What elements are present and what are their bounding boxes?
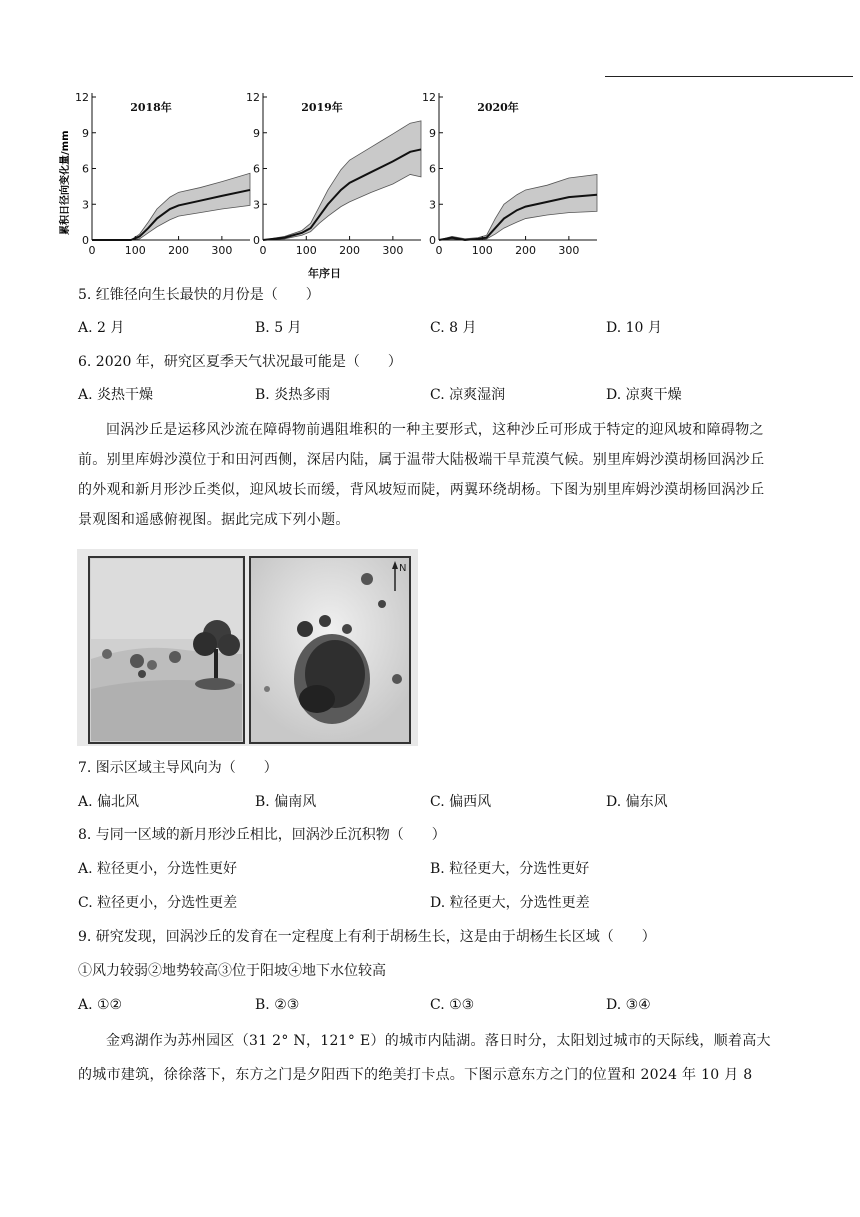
y-tick-label-1: 12	[75, 91, 89, 104]
q5-option-d[interactable]: D. 10 月	[606, 320, 662, 336]
x-tick-label-2: 200	[339, 244, 361, 257]
q7-option-c[interactable]: C. 偏西风	[430, 794, 492, 810]
confidence-band-1	[92, 173, 250, 240]
y-tick-label-3: 9	[429, 126, 436, 140]
q8-option-a[interactable]: A. 粒径更小，分选性更好	[78, 861, 238, 877]
q8-option-b[interactable]: B. 粒径更大，分选性更好	[430, 861, 590, 877]
x-tick-label-2: 300	[382, 244, 404, 257]
q7-option-b[interactable]: B. 偏南风	[255, 794, 317, 810]
dune-figure	[77, 549, 418, 746]
panel-title-3: 2020年	[477, 101, 519, 114]
y-tick-label-3: 12	[422, 91, 436, 104]
x-tick-label-3: 100	[471, 244, 493, 257]
x-tick-label-1: 100	[124, 244, 146, 257]
confidence-band-3	[439, 174, 597, 240]
q6-option-b[interactable]: B. 炎热多雨	[255, 387, 331, 403]
header-rule	[605, 76, 853, 77]
confidence-band-2	[263, 121, 421, 240]
radial-growth-charts	[55, 85, 605, 285]
question-5: 5. 红锥径向生长最快的月份是（ ）	[78, 287, 320, 303]
y-tick-label-2: 3	[253, 198, 260, 212]
q9-option-a[interactable]: A. ①②	[78, 997, 123, 1013]
satellite-photo	[250, 557, 410, 743]
y-tick-label-1: 3	[82, 198, 89, 212]
landscape-photo	[89, 557, 244, 743]
y-tick-label-3: 3	[429, 198, 436, 212]
q9-option-d[interactable]: D. ③④	[606, 997, 651, 1013]
north-arrow-label: N	[399, 563, 407, 574]
question-6: 6. 2020 年，研究区夏季天气状况最可能是（ ）	[78, 354, 402, 370]
x-tick-label-1: 0	[88, 244, 96, 257]
x-tick-label-3: 0	[435, 244, 443, 257]
q5-option-a[interactable]: A. 2 月	[78, 320, 125, 336]
y-tick-label-2: 9	[253, 126, 260, 140]
y-tick-label-1: 9	[82, 126, 89, 140]
panel-title-1: 2018年	[130, 101, 172, 114]
q6-option-c[interactable]: C. 凉爽湿润	[430, 387, 506, 403]
question-7: 7. 图示区域主导风向为（ ）	[78, 760, 278, 776]
q8-option-d[interactable]: D. 粒径更大，分选性更差	[430, 895, 590, 911]
passage-jinji-lake: 金鸡湖作为苏州园区（31 2° N，121° E）的城市内陆湖。落日时分，太阳划过城市的天际线，顺着高大的城市建筑，徐徐落下，东方之门是夕阳西下的绝美打卡点。下图示意东方之门的位置和 2024 年 10 月 8	[78, 1033, 771, 1083]
q9-option-c[interactable]: C. ①③	[430, 997, 475, 1013]
q7-option-a[interactable]: A. 偏北风	[78, 794, 140, 810]
q9-statements: ①风力较弱②地势较高③位于阳坡④地下水位较高	[78, 963, 386, 979]
y-tick-label-1: 6	[82, 162, 89, 176]
y-tick-label-2: 0	[253, 234, 260, 247]
y-tick-label-3: 6	[429, 162, 436, 176]
question-8: 8. 与同一区域的新月形沙丘相比，回涡沙丘沉积物（ ）	[78, 827, 446, 843]
q9-option-b[interactable]: B. ②③	[255, 997, 300, 1013]
x-tick-label-3: 200	[515, 244, 537, 257]
y-axis-label: 累积日径向变化量/mm	[60, 130, 71, 235]
q6-option-a[interactable]: A. 炎热干燥	[78, 387, 154, 403]
y-tick-label-2: 12	[246, 91, 260, 104]
x-axis-label: 年序日	[308, 267, 341, 280]
x-tick-label-3: 300	[558, 244, 580, 257]
panel-title-2: 2019年	[301, 101, 343, 114]
q7-option-d[interactable]: D. 偏东风	[606, 794, 668, 810]
y-tick-label-1: 0	[82, 234, 89, 247]
y-tick-label-2: 6	[253, 162, 260, 176]
q8-option-c[interactable]: C. 粒径更小，分选性更差	[78, 895, 238, 911]
q5-option-c[interactable]: C. 8 月	[430, 320, 477, 336]
passage-dunes: 回涡沙丘是运移风沙流在障碍物前遇阻堆积的一种主要形式，这种沙丘可形成于特定的迎风坡和障碍物之前。别里库姆沙漠位于和田河西侧，深居内陆，属于温带大陆极端干旱荒漠气候。别里库姆沙漠胡杨回涡沙丘的外观和新月形沙丘类似，迎风坡长而缓，背风坡短而陡，两翼环绕胡杨。下图为别里库姆沙漠胡杨回涡沙丘景观图和遥感俯视图。据此完成下列小题。	[78, 422, 765, 528]
question-9: 9. 研究发现，回涡沙丘的发育在一定程度上有利于胡杨生长，这是由于胡杨生长区域（ ）	[78, 929, 656, 945]
x-tick-label-1: 200	[168, 244, 190, 257]
q5-option-b[interactable]: B. 5 月	[255, 320, 302, 336]
x-tick-label-2: 100	[295, 244, 317, 257]
y-tick-label-3: 0	[429, 234, 436, 247]
x-tick-label-2: 0	[259, 244, 267, 257]
x-tick-label-1: 300	[211, 244, 233, 257]
q6-option-d[interactable]: D. 凉爽干燥	[606, 387, 682, 403]
